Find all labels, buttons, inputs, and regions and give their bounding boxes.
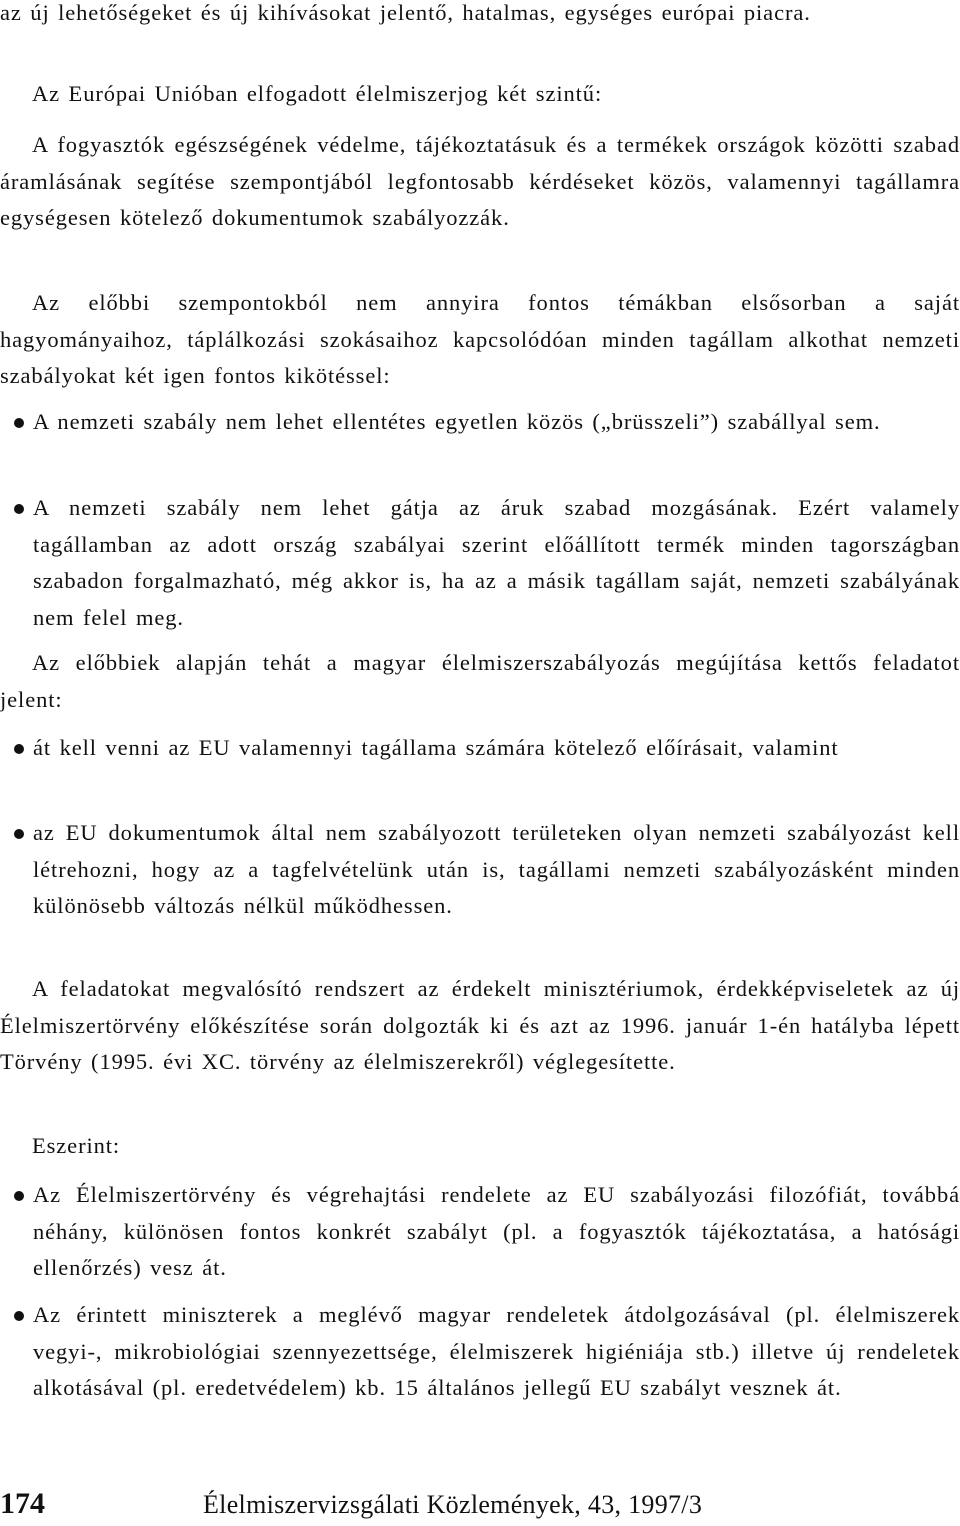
page-footer <box>0 1486 960 1526</box>
bullet-item: át kell venni az EU valamennyi tagállama számára kötelező előírásait, valamint <box>33 735 839 760</box>
bullet-item: az EU dokumentumok által nem szabályozott területeken olyan nemzeti szabályozást kell létrehozni, hogy az a tagfelvételünk után is, tagállami nemzeti szabályozásként minden különösebb változás nélkül működhessen. <box>33 820 960 918</box>
bullet-dot-icon <box>14 1191 24 1201</box>
paragraph-system: A feladatokat megvalósító rendszert az érdekelt minisztériumok, érdekképviseletek az új Élelmiszertörvény előkészítése során dolgozták ki és azt az 1996. január 1-én hatályba lépett Törvény (1995. évi XC. törvény az élelmiszerekről) véglegesítette. <box>0 976 960 1074</box>
paragraph-continuation: az új lehetőségeket és új kihívásokat jelentő, hatalmas, egységes európai piacra. <box>0 0 811 25</box>
journal-citation: Élelmiszervizsgálati Közlemények, 43, 1997/3 <box>203 1490 703 1519</box>
bullet-dot-icon <box>14 418 24 428</box>
bullet-item: A nemzeti szabály nem lehet ellentétes egyetlen közös („brüsszeli”) szabállyal sem. <box>33 409 881 434</box>
bullet-item: A nemzeti szabály nem lehet gátja az áruk szabad mozgásának. Ezért valamely tagállamban az adott ország szabályai szerint előállított termék minden tagországban szabadon forgalmazható, még akkor is, ha az a másik tagállam saját, nemzeti szabályának nem felel meg. <box>33 495 960 630</box>
paragraph-two-levels: Az Európai Unióban elfogadott élelmiszerjog két szintű: <box>32 81 603 106</box>
bullet-item: Az Élelmiszertörvény és végrehajtási rendelete az EU szabályozási filozófiát, továbbá néhány, különösen fontos konkrét szabályt (pl. a fogyasztók tájékoztatása, a hatósági ellenőrzés) vesz át. <box>33 1182 960 1280</box>
bullet-dot-icon <box>14 504 24 514</box>
bullet-dot-icon <box>14 829 24 839</box>
bullet-item: Az érintett miniszterek a meglévő magyar rendeletek átdolgozásával (pl. élelmiszerek vegyi-, mikrobiológiai szennyezettsége, élelmiszerek higiéniája stb.) illetve új rendeletek alkotásával (pl. eredetvédelem) kb. 15 általános jellegű EU szabályt vesznek át. <box>33 1302 960 1400</box>
paragraph-common-rules: A fogyasztók egészségének védelme, tájékoztatásuk és a termékek országok közötti szabad áramlásának segítése szempontjából legfontosabb kérdéseket közös, valamennyi tagállamra egységesen kötelező dokumentumok szabályozzák. <box>0 132 960 230</box>
bullet-dot-icon <box>14 1311 24 1321</box>
bullet-dot-icon <box>14 744 24 754</box>
paragraph-accordingly: Eszerint: <box>32 1133 121 1158</box>
paragraph-national-rules: Az előbbi szempontokból nem annyira fontos témákban elsősorban a saját hagyományaihoz, táplálkozási szokásaihoz kapcsolódóan minden tagállam alkothat nemzeti szabályokat két igen fontos kikötéssel: <box>0 290 960 388</box>
paragraph-dual-task: Az előbbiek alapján tehát a magyar élelmiszerszabályozás megújítása kettős feladatot jelent: <box>0 650 960 712</box>
page-number: 174 <box>0 1487 45 1520</box>
